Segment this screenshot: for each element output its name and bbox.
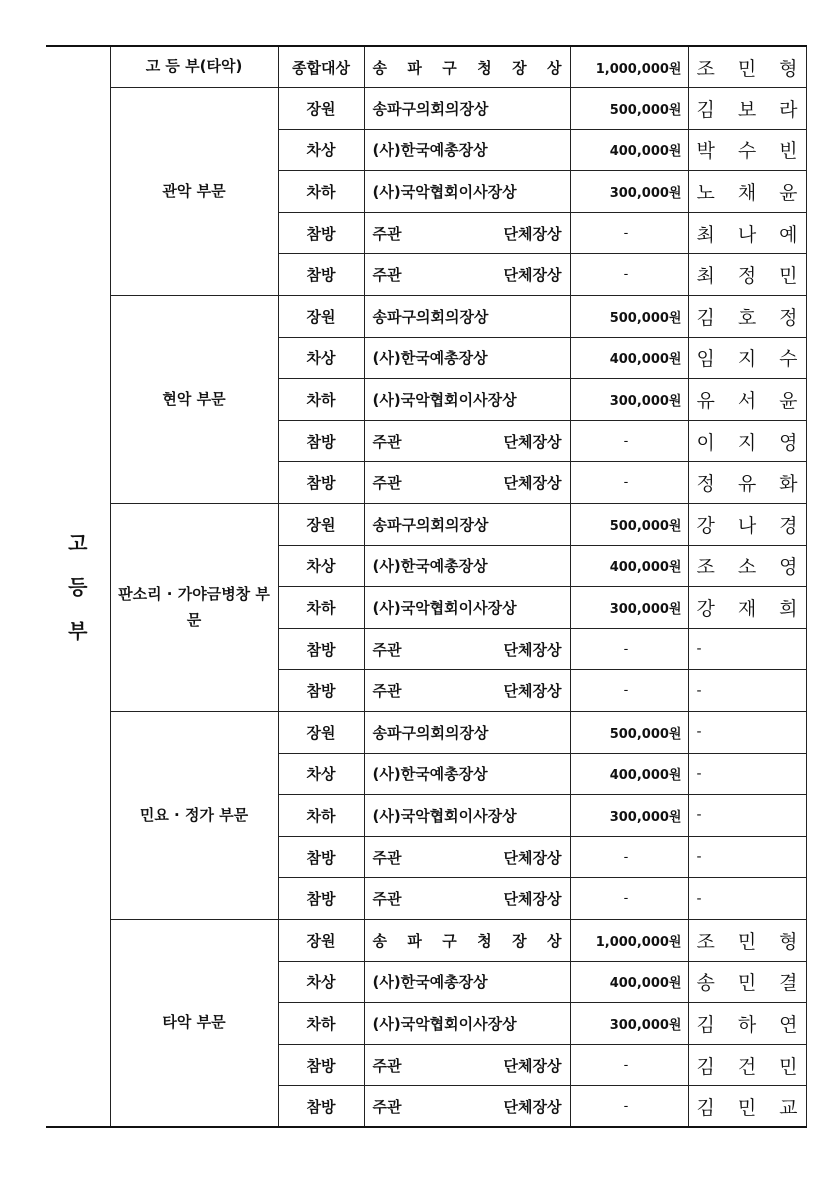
prize-amount bbox=[570, 587, 688, 629]
rank-label-text: 차상 bbox=[306, 349, 336, 368]
award-title bbox=[364, 587, 570, 629]
prize-amount bbox=[570, 1044, 688, 1086]
prize-amount-text: 400,000원 bbox=[609, 976, 682, 992]
grand-prize-section-text: 고 등 부(타악) bbox=[145, 57, 243, 76]
award-title-text: (사)한국예총장상 bbox=[372, 765, 488, 784]
prize-amount bbox=[570, 504, 688, 546]
grand-prize-section bbox=[110, 46, 278, 88]
division-cell bbox=[46, 46, 110, 1127]
section-name-text: 타악 부문 bbox=[162, 1013, 226, 1032]
section-name bbox=[110, 504, 278, 712]
prize-amount-text: 400,000원 bbox=[609, 560, 682, 576]
winner-name-text: - bbox=[696, 849, 702, 866]
winner-name-text: 임 지 수 bbox=[696, 348, 798, 371]
prize-amount bbox=[570, 212, 688, 254]
winner-name-text: 강 재 희 bbox=[696, 598, 798, 621]
awards-table-body bbox=[46, 46, 806, 1127]
rank-label bbox=[278, 337, 364, 379]
grand-prize-amount-text: 1,000,000원 bbox=[595, 61, 682, 77]
rank-label bbox=[278, 545, 364, 587]
rank-label bbox=[278, 129, 364, 171]
winner-name bbox=[688, 753, 806, 795]
division-char: 등 bbox=[68, 574, 88, 599]
award-title-text: 송파구의회의장상 bbox=[372, 307, 489, 326]
rank-label bbox=[278, 961, 364, 1003]
award-title-text: 주관 단체장상 bbox=[372, 682, 562, 701]
award-title-text: 송 파 구 청 장 상 bbox=[372, 931, 562, 950]
section-name-text: 민요 · 정가 부문 bbox=[139, 805, 249, 824]
award-title-text: 주관 단체장상 bbox=[372, 848, 562, 867]
section-name bbox=[110, 712, 278, 920]
prize-amount-text: - bbox=[623, 225, 629, 241]
winner-name bbox=[688, 712, 806, 754]
winner-name-text: 조 소 영 bbox=[696, 556, 798, 579]
award-title-text: 주관 단체장상 bbox=[372, 1056, 562, 1075]
rank-label-text: 차상 bbox=[306, 973, 336, 992]
prize-amount-text: - bbox=[623, 891, 629, 907]
award-title-text: (사)한국예총장상 bbox=[372, 349, 488, 368]
grand-prize-winner bbox=[688, 46, 806, 88]
prize-amount bbox=[570, 919, 688, 961]
rank-label-text: 장원 bbox=[306, 307, 336, 326]
award-title-text: (사)한국예총장상 bbox=[372, 141, 488, 160]
prize-amount-text: - bbox=[623, 475, 629, 491]
prize-amount-text: 300,000원 bbox=[609, 602, 682, 618]
prize-amount-text: 500,000원 bbox=[609, 726, 682, 742]
award-title bbox=[364, 919, 570, 961]
prize-amount bbox=[570, 670, 688, 712]
winner-name bbox=[688, 296, 806, 338]
prize-amount-text: - bbox=[623, 849, 629, 865]
winner-name-text: 유 서 윤 bbox=[696, 390, 798, 413]
prize-amount-text: - bbox=[623, 1098, 629, 1114]
award-title bbox=[364, 878, 570, 920]
prize-amount-text: 300,000원 bbox=[609, 809, 682, 825]
division-char: 부 bbox=[68, 618, 88, 643]
rank-label bbox=[278, 628, 364, 670]
winner-name bbox=[688, 379, 806, 421]
award-title-text: 주관 단체장상 bbox=[372, 1097, 562, 1116]
rank-label bbox=[278, 420, 364, 462]
award-title-text: (사)국악협회이사장상 bbox=[372, 391, 517, 410]
winner-name-text: 박 수 빈 bbox=[696, 140, 798, 163]
winner-name bbox=[688, 462, 806, 504]
rank-label bbox=[278, 712, 364, 754]
award-row bbox=[46, 712, 806, 754]
winner-name-text: 최 정 민 bbox=[696, 265, 798, 288]
winner-name bbox=[688, 1003, 806, 1045]
award-title bbox=[364, 961, 570, 1003]
award-title bbox=[364, 337, 570, 379]
prize-amount bbox=[570, 878, 688, 920]
winner-name bbox=[688, 919, 806, 961]
section-name bbox=[110, 88, 278, 296]
winner-name-text: - bbox=[696, 890, 702, 907]
award-title-text: 송파구의회의장상 bbox=[372, 99, 489, 118]
winner-name bbox=[688, 628, 806, 670]
rank-label-text: 참방 bbox=[306, 432, 336, 451]
section-name-text: 판소리 · 가야금병창 부문 bbox=[118, 585, 270, 629]
prize-amount bbox=[570, 254, 688, 296]
rank-label-text: 참방 bbox=[306, 1056, 336, 1075]
award-title bbox=[364, 1003, 570, 1045]
grand-prize-amount bbox=[570, 46, 688, 88]
winner-name bbox=[688, 254, 806, 296]
prize-amount bbox=[570, 545, 688, 587]
award-title-text: 주관 단체장상 bbox=[372, 474, 562, 493]
rank-label bbox=[278, 254, 364, 296]
award-title bbox=[364, 545, 570, 587]
prize-amount-text: 500,000원 bbox=[609, 102, 682, 118]
award-title bbox=[364, 296, 570, 338]
grand-prize-rank-text: 종합대상 bbox=[292, 58, 350, 77]
rank-label bbox=[278, 1044, 364, 1086]
winner-name-text: - bbox=[696, 807, 702, 824]
rank-label bbox=[278, 670, 364, 712]
award-title-text: 송파구의회의장상 bbox=[372, 723, 489, 742]
prize-amount bbox=[570, 628, 688, 670]
winner-name bbox=[688, 545, 806, 587]
prize-amount-text: 400,000원 bbox=[609, 144, 682, 160]
grand-prize-award bbox=[364, 46, 570, 88]
rank-label bbox=[278, 212, 364, 254]
award-title-text: 송파구의회의장상 bbox=[372, 515, 489, 534]
rank-label-text: 차하 bbox=[306, 1014, 336, 1033]
prize-amount bbox=[570, 836, 688, 878]
rank-label-text: 참방 bbox=[306, 1097, 336, 1116]
prize-amount-text: - bbox=[623, 1057, 629, 1073]
winner-name-text: - bbox=[696, 641, 702, 658]
prize-amount bbox=[570, 88, 688, 130]
prize-amount-text: 300,000원 bbox=[609, 394, 682, 410]
rank-label-text: 참방 bbox=[306, 474, 336, 493]
winner-name-text: 정 유 화 bbox=[696, 473, 798, 496]
awards-table bbox=[46, 45, 807, 1128]
award-title-text: (사)국악협회이사장상 bbox=[372, 183, 517, 202]
award-title bbox=[364, 1086, 570, 1128]
winner-name-text: 김 하 연 bbox=[696, 1013, 798, 1036]
rank-label-text: 장원 bbox=[306, 931, 336, 950]
award-title-text: (사)한국예총장상 bbox=[372, 557, 488, 576]
rank-label-text: 장원 bbox=[306, 515, 336, 534]
rank-label-text: 장원 bbox=[306, 99, 336, 118]
division-char: 고 bbox=[68, 530, 88, 555]
winner-name-text: 김 호 정 bbox=[696, 306, 798, 329]
rank-label bbox=[278, 753, 364, 795]
rank-label bbox=[278, 587, 364, 629]
award-title-text: (사)국악협회이사장상 bbox=[372, 599, 517, 618]
winner-name bbox=[688, 795, 806, 837]
award-row bbox=[46, 919, 806, 961]
rank-label bbox=[278, 462, 364, 504]
rank-label bbox=[278, 836, 364, 878]
award-title-text: 주관 단체장상 bbox=[372, 266, 562, 285]
prize-amount bbox=[570, 379, 688, 421]
prize-amount bbox=[570, 753, 688, 795]
section-name bbox=[110, 919, 278, 1127]
winner-name bbox=[688, 504, 806, 546]
prize-amount-text: - bbox=[623, 267, 629, 283]
award-title bbox=[364, 1044, 570, 1086]
section-name-text: 관악 부문 bbox=[162, 181, 226, 200]
rank-label-text: 참방 bbox=[306, 848, 336, 867]
winner-name-text: - bbox=[696, 724, 702, 741]
prize-amount bbox=[570, 961, 688, 1003]
prize-amount-text: 1,000,000원 bbox=[595, 934, 682, 950]
grand-prize-row bbox=[46, 46, 806, 88]
prize-amount bbox=[570, 1003, 688, 1045]
award-title bbox=[364, 795, 570, 837]
award-title bbox=[364, 420, 570, 462]
rank-label-text: 참방 bbox=[306, 682, 336, 701]
winner-name-text: 김 민 교 bbox=[696, 1096, 798, 1119]
winner-name bbox=[688, 878, 806, 920]
rank-label bbox=[278, 878, 364, 920]
rank-label bbox=[278, 171, 364, 213]
award-title bbox=[364, 379, 570, 421]
award-title bbox=[364, 670, 570, 712]
winner-name bbox=[688, 1086, 806, 1128]
winner-name-text: 강 나 경 bbox=[696, 514, 798, 537]
grand-prize-rank bbox=[278, 46, 364, 88]
rank-label-text: 차상 bbox=[306, 141, 336, 160]
winner-name bbox=[688, 670, 806, 712]
winner-name bbox=[688, 129, 806, 171]
prize-amount bbox=[570, 712, 688, 754]
section-name bbox=[110, 296, 278, 504]
award-row bbox=[46, 296, 806, 338]
prize-amount bbox=[570, 795, 688, 837]
rank-label-text: 차하 bbox=[306, 806, 336, 825]
award-title-text: 주관 단체장상 bbox=[372, 640, 562, 659]
winner-name-text: 최 나 예 bbox=[696, 223, 798, 246]
prize-amount-text: 400,000원 bbox=[609, 352, 682, 368]
award-title-text: 주관 단체장상 bbox=[372, 432, 562, 451]
prize-amount bbox=[570, 129, 688, 171]
rank-label bbox=[278, 296, 364, 338]
award-title bbox=[364, 171, 570, 213]
winner-name-text: 이 지 영 bbox=[696, 431, 798, 454]
winner-name-text: - bbox=[696, 682, 702, 699]
winner-name bbox=[688, 1044, 806, 1086]
rank-label bbox=[278, 919, 364, 961]
winner-name-text: - bbox=[696, 765, 702, 782]
rank-label-text: 차상 bbox=[306, 557, 336, 576]
award-title-text: (사)국악협회이사장상 bbox=[372, 1014, 517, 1033]
award-title bbox=[364, 212, 570, 254]
prize-amount-text: - bbox=[623, 683, 629, 699]
rank-label bbox=[278, 379, 364, 421]
prize-amount bbox=[570, 296, 688, 338]
award-title bbox=[364, 88, 570, 130]
award-title-text: (사)국악협회이사장상 bbox=[372, 806, 517, 825]
rank-label-text: 장원 bbox=[306, 723, 336, 742]
award-title bbox=[364, 753, 570, 795]
prize-amount-text: - bbox=[623, 433, 629, 449]
rank-label-text: 차상 bbox=[306, 765, 336, 784]
rank-label bbox=[278, 795, 364, 837]
prize-amount-text: 300,000원 bbox=[609, 186, 682, 202]
prize-amount-text: 400,000원 bbox=[609, 768, 682, 784]
rank-label-text: 참방 bbox=[306, 640, 336, 659]
award-title bbox=[364, 462, 570, 504]
prize-amount bbox=[570, 420, 688, 462]
section-name-text: 현악 부문 bbox=[162, 389, 226, 408]
award-row bbox=[46, 88, 806, 130]
rank-label bbox=[278, 1003, 364, 1045]
rank-label bbox=[278, 1086, 364, 1128]
award-title-text: (사)한국예총장상 bbox=[372, 973, 488, 992]
winner-name bbox=[688, 587, 806, 629]
award-title bbox=[364, 254, 570, 296]
award-title bbox=[364, 628, 570, 670]
rank-label-text: 차하 bbox=[306, 599, 336, 618]
winner-name bbox=[688, 420, 806, 462]
rank-label-text: 참방 bbox=[306, 890, 336, 909]
winner-name bbox=[688, 961, 806, 1003]
grand-prize-award-text: 송 파 구 청 장 상 bbox=[372, 58, 562, 77]
prize-amount bbox=[570, 171, 688, 213]
award-title bbox=[364, 504, 570, 546]
prize-amount bbox=[570, 337, 688, 379]
award-title-text: 주관 단체장상 bbox=[372, 890, 562, 909]
winner-name-text: 노 채 윤 bbox=[696, 182, 798, 205]
winner-name bbox=[688, 88, 806, 130]
winner-name bbox=[688, 212, 806, 254]
rank-label-text: 참방 bbox=[306, 224, 336, 243]
award-title-text: 주관 단체장상 bbox=[372, 224, 562, 243]
prize-amount-text: 500,000원 bbox=[609, 310, 682, 326]
prize-amount-text: - bbox=[623, 641, 629, 657]
award-title bbox=[364, 836, 570, 878]
winner-name-text: 김 건 민 bbox=[696, 1055, 798, 1078]
winner-name-text: 송 민 결 bbox=[696, 972, 798, 995]
prize-amount bbox=[570, 462, 688, 504]
prize-amount-text: 500,000원 bbox=[609, 518, 682, 534]
winner-name-text: 조 민 형 bbox=[696, 930, 798, 953]
rank-label-text: 차하 bbox=[306, 391, 336, 410]
award-title bbox=[364, 129, 570, 171]
rank-label-text: 참방 bbox=[306, 266, 336, 285]
prize-amount bbox=[570, 1086, 688, 1128]
winner-name-text: 김 보 라 bbox=[696, 98, 798, 121]
winner-name bbox=[688, 337, 806, 379]
rank-label bbox=[278, 504, 364, 546]
rank-label-text: 차하 bbox=[306, 183, 336, 202]
winner-name bbox=[688, 836, 806, 878]
award-row bbox=[46, 504, 806, 546]
rank-label bbox=[278, 88, 364, 130]
prize-amount-text: 300,000원 bbox=[609, 1017, 682, 1033]
winner-name bbox=[688, 171, 806, 213]
grand-prize-winner-text: 조 민 형 bbox=[696, 57, 798, 80]
award-title bbox=[364, 712, 570, 754]
